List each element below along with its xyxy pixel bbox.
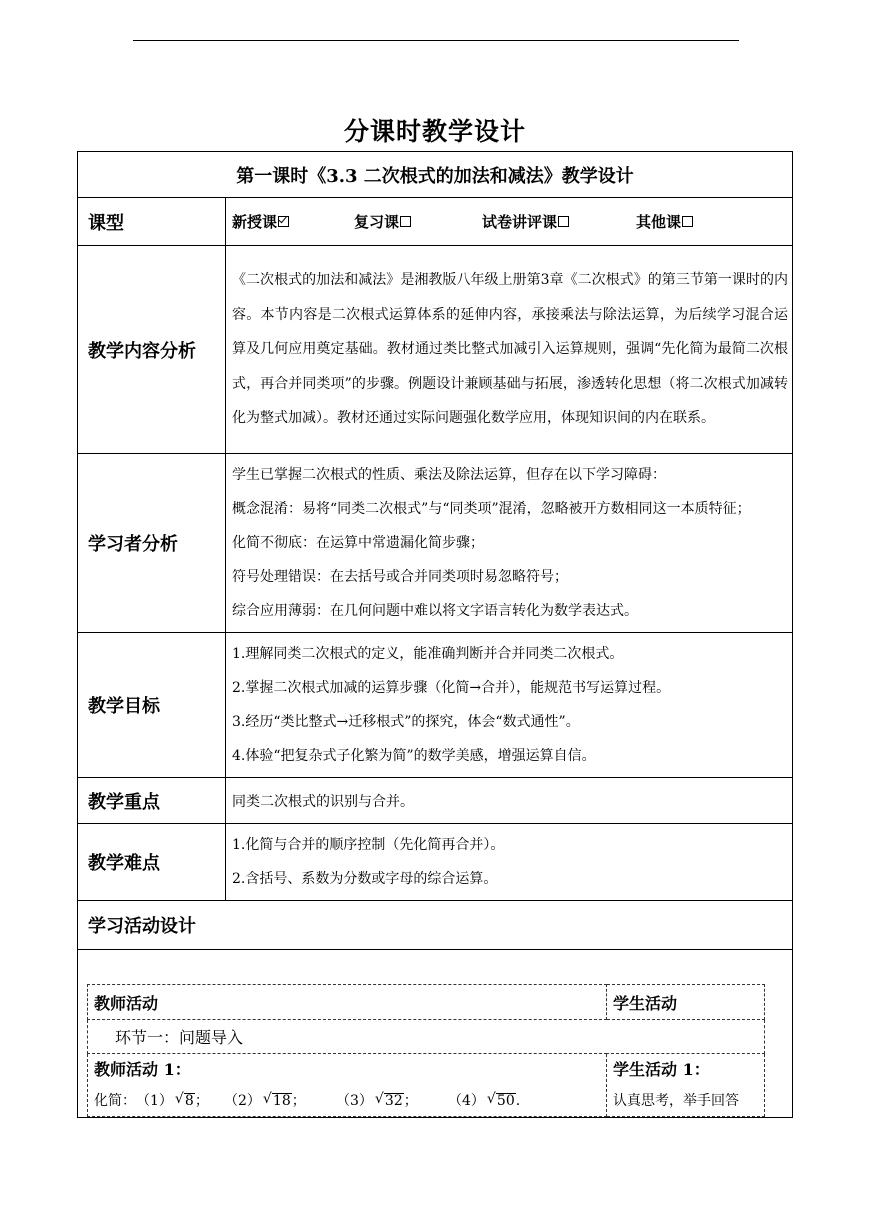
option-review-lesson[interactable]: 复习课 (354, 211, 482, 232)
learner-analysis-row (78, 454, 793, 633)
difficulty-list (226, 824, 793, 901)
radical-sign-icon: √ 18 (263, 1086, 292, 1116)
radical-sign-icon: √ 8 (175, 1086, 195, 1116)
content-analysis-text: 《二次根式的加法和减法》是湘教版八年级上册第3章《二次根式》的第三节第一课时的内容。本节内容是二次根式运算体系的延伸内容，承接乘法与除法运算，为后续学习混合运算及几何应用奠定基础。教材通过类比整式加减引入运算规则，强调“先化简为最简二次根式，再合并同类项”的步骤。例题设计兼顾基础与拓展，渗透转化思想（将二次根式加减转化为整式加减）。教材还通过实际问题强化数学应用，体现知识间的内在联系。 (226, 246, 793, 454)
activity-design-row (78, 901, 793, 950)
option-test-review-lesson[interactable]: 试卷讲评课 (482, 211, 636, 232)
difficulty-row (78, 824, 793, 901)
checkbox-icon[interactable] (400, 216, 411, 227)
objective-item: 2.掌握二次根式加减的运算步骤（化简→合并），能规范书写运算过程。 (232, 680, 671, 696)
student-activity-title: 学生活动 1： (613, 1060, 710, 1079)
learner-line: 符号处理错误：在去括号或合并同类项时易忽略符号； (232, 569, 568, 585)
difficulty-item: 1.化简与合并的顺序控制（先化简再合并）。 (232, 837, 505, 853)
simplify-exercise (94, 1086, 600, 1116)
learner-analysis-label: 学习者分析 (78, 454, 226, 633)
lesson-title: 第一课时《3.3 二次根式的加法和减法》教学设计 (78, 152, 793, 198)
learner-line: 学生已掌握二次根式的性质、乘法及除法运算，但存在以下学习障碍： (232, 467, 666, 483)
header-rule (133, 40, 739, 41)
teacher-activity-title: 教师活动 1： (94, 1060, 191, 1079)
exercise-item: （3）√ 32； (336, 1086, 448, 1116)
teacher-activity-header: 教师活动 (88, 985, 607, 1020)
objective-item: 4.体验“把复杂式子化繁为简”的数学美感，增强运算自信。 (232, 748, 596, 764)
difficulty-label: 教学难点 (78, 824, 226, 901)
student-activity-cell (607, 1054, 765, 1117)
lesson-design-table (77, 151, 793, 1118)
objective-item: 3.经历“类比整式→迁移根式”的探究，体会“数式通性”。 (232, 714, 580, 730)
key-point-row (78, 778, 793, 824)
exercise-item: （2）√ 18； (224, 1086, 336, 1116)
content-analysis-label: 教学内容分析 (78, 246, 226, 454)
option-other-lesson[interactable]: 其他课 (636, 211, 693, 232)
activity-design-label: 学习活动设计 (78, 901, 793, 950)
exercise-item: （4）√ 50. (448, 1086, 520, 1116)
radical-sign-icon: √ 50 (487, 1086, 516, 1116)
activity-table-row (78, 950, 793, 1118)
learner-analysis-list (226, 454, 793, 633)
checkbox-icon[interactable] (558, 216, 569, 227)
objectives-row (78, 633, 793, 778)
checked-box-icon[interactable] (278, 216, 289, 227)
simplify-label: 化简： (94, 1093, 136, 1109)
course-type-options (226, 198, 793, 246)
objective-item: 1.理解同类二次根式的定义，能准确判断并合并同类二次根式。 (232, 646, 624, 662)
objectives-label: 教学目标 (78, 633, 226, 778)
radical-sign-icon: √ 32 (375, 1086, 404, 1116)
section-title: 环节一：问题导入 (88, 1020, 765, 1054)
learner-line: 综合应用薄弱：在几何问题中难以将文字语言转化为数学表达式。 (232, 603, 638, 619)
option-new-lesson[interactable]: 新授课 (232, 211, 354, 232)
content-analysis-row (78, 246, 793, 454)
teacher-activity-cell (88, 1054, 607, 1117)
key-point-label: 教学重点 (78, 778, 226, 824)
activity-table (87, 984, 765, 1117)
difficulty-item: 2.含括号、系数为分数或字母的综合运算。 (232, 871, 498, 887)
learner-line: 概念混淆：易将“同类二次根式”与“同类项”混淆，忽略被开方数相同这一本质特征； (232, 501, 751, 517)
student-activity-header: 学生活动 (607, 985, 765, 1020)
exercise-item: （1）√ 8； (136, 1086, 224, 1116)
key-point-text: 同类二次根式的识别与合并。 (226, 778, 793, 824)
checkbox-icon[interactable] (682, 216, 693, 227)
course-type-row (78, 198, 793, 246)
learner-line: 化简不彻底：在运算中常遗漏化简步骤； (232, 535, 484, 551)
page-title: 分课时教学设计 (343, 117, 526, 146)
student-activity-text: 认真思考，举手回答 (613, 1093, 739, 1109)
objectives-list (226, 633, 793, 778)
course-type-label: 课型 (78, 198, 226, 246)
